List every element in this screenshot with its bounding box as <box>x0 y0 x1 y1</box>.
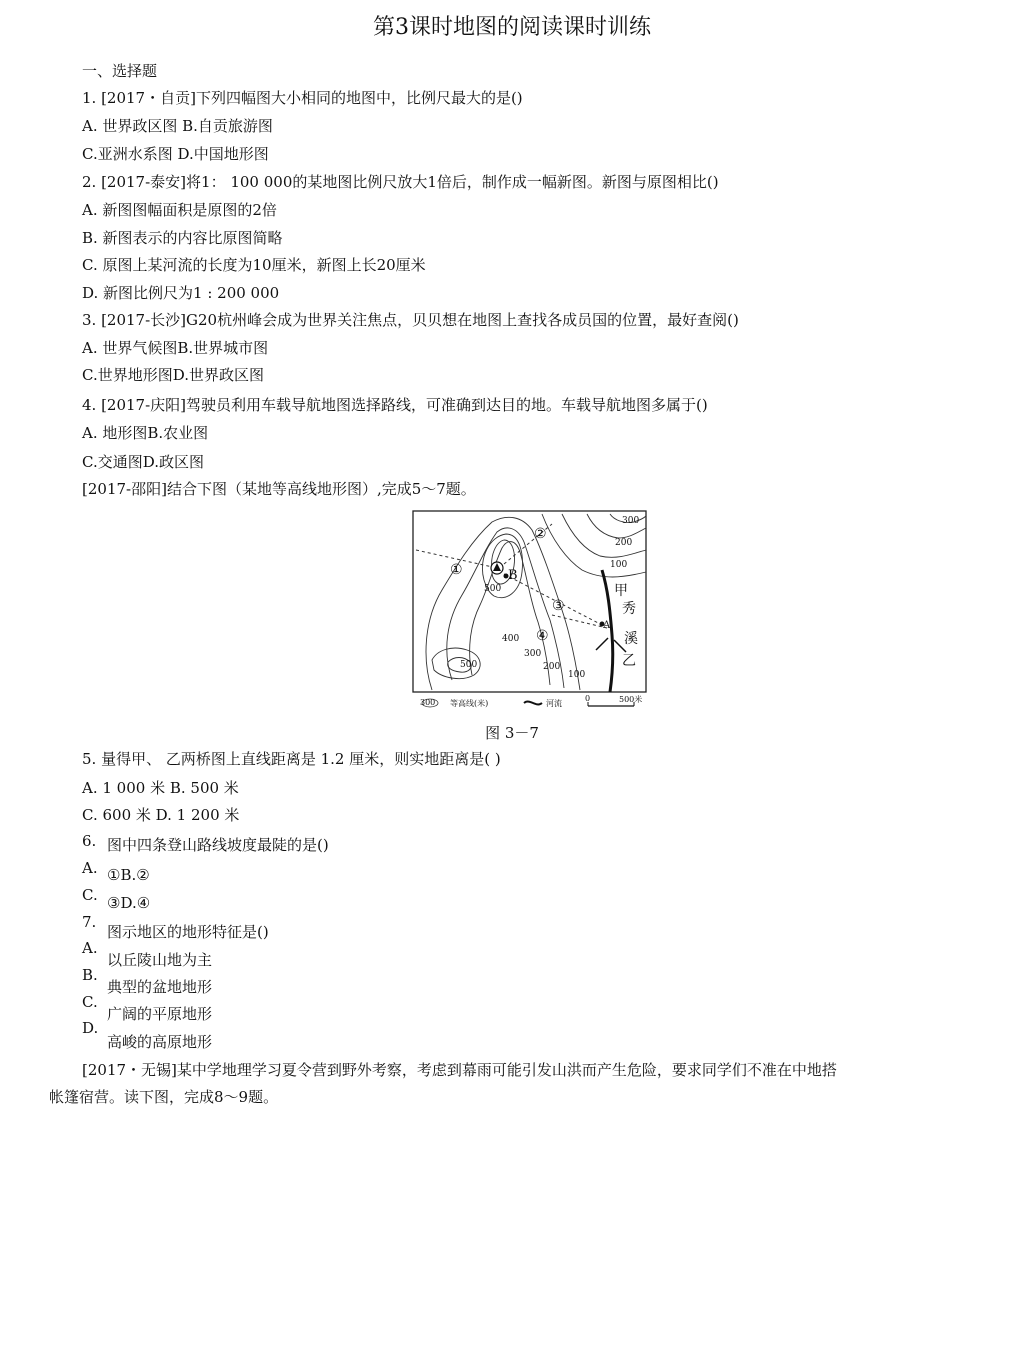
question-2-option-d: D. 新图比例尺为1 : 200 000 <box>82 284 280 302</box>
question-7-option: 广阔的平原地形 <box>107 1005 213 1023</box>
question-2-option-a: A. 新图图幅面积是原图的2倍 <box>82 201 277 219</box>
route-mark: ④ <box>536 628 549 644</box>
river-label: 溪 <box>624 631 638 647</box>
legend-river-label: 河流 <box>546 699 562 708</box>
question-6-stem: 图中四条登山路线坡度最陡的是() <box>107 836 329 854</box>
legend-scale-zero: 0 <box>585 694 591 703</box>
route-mark: ③ <box>552 598 565 614</box>
contour-label: 200 <box>543 662 561 672</box>
contour-label: 300 <box>524 649 542 659</box>
contour-label: 500 <box>460 660 478 670</box>
question-2-option-c: C. 原图上某河流的长度为10厘米，新图上长20厘米 <box>82 256 426 274</box>
route-mark: ① <box>450 562 463 578</box>
question-7-stem: 图示地区的地形特征是() <box>107 923 269 941</box>
contour-map <box>412 510 648 710</box>
page-title: 第3课时地图的阅读课时训练 <box>373 15 651 40</box>
question-7-letter: D. <box>82 1019 99 1037</box>
legend-scale-end: 500米 <box>619 695 643 704</box>
question-3-stem: 3. [2017-长沙]G20杭州峰会成为世界关注焦点，贝贝想在地图上查找各成员国的位置，最好查阅() <box>82 311 739 329</box>
question-7-letter: C. <box>82 993 98 1011</box>
questions-8-9-intro-line2: 帐篷宿营。读下图，完成8～9题。 <box>49 1088 279 1106</box>
question-2-stem: 2. [2017-泰安]将1： 100 000的某地图比例尺放大1倍后，制作成一幅新图。新图与原图相比() <box>82 173 719 191</box>
question-5-options-cd: C. 600 米 D. 1 200 米 <box>82 806 240 824</box>
contour-label: 300 <box>622 516 640 526</box>
point-a-label: A <box>603 620 611 631</box>
question-3-options-cd: C.世界地形图D.世界政区图 <box>82 366 264 384</box>
question-7-letter: B. <box>82 966 98 984</box>
question-5-stem: 5. 量得甲、 乙两桥图上直线距离是 1.2 厘米，则实地距离是( ) <box>82 750 501 768</box>
river-label: 甲 <box>614 583 628 599</box>
legend-contour-label: 等高线(米) <box>450 699 489 708</box>
question-7-letter: A. <box>82 939 98 957</box>
question-6-letter-c: C. <box>82 886 98 904</box>
route-mark: ② <box>534 526 547 542</box>
question-1-options-cd: C.亚洲水系图 D.中国地形图 <box>82 145 269 163</box>
question-6-number: 6. <box>82 832 97 850</box>
section-heading: 一、选择题 <box>82 62 158 80</box>
contour-label: 100 <box>610 560 628 570</box>
question-6-options-cd: ③D.④ <box>107 894 151 912</box>
question-4-options-cd: C.交通图D.政区图 <box>82 453 204 471</box>
question-1-stem: 1. [2017・自贡]下列四幅图大小相同的地图中，比例尺最大的是() <box>82 89 523 107</box>
contour-label: 100 <box>568 670 586 680</box>
contour-map-figure <box>412 510 648 710</box>
contour-label: 200 <box>615 538 633 548</box>
question-5-options-ab: A. 1 000 米 B. 500 米 <box>82 779 239 797</box>
question-3-options-ab: A. 世界气候图B.世界城市图 <box>82 339 269 357</box>
question-7-option: 典型的盆地地形 <box>107 978 213 996</box>
river-label: 秀 <box>622 601 636 617</box>
questions-8-9-intro-line1: [2017・无锡]某中学地理学习夏令营到野外考察，考虑到幕雨可能引发山洪而产生危险，要求同学们不准在中地搭 <box>82 1061 837 1079</box>
question-6-letter-a: A. <box>82 859 98 877</box>
question-4-options-ab: A. 地形图B.农业图 <box>82 424 209 442</box>
contour-label: 400 <box>502 634 520 644</box>
questions-5-7-intro: [2017-邵阳]结合下图（某地等高线地形图）,完成5～7题。 <box>82 480 476 498</box>
point-b-label: B <box>508 568 518 583</box>
question-7-number: 7. <box>82 913 97 931</box>
figure-caption: 图 3－7 <box>485 724 539 742</box>
question-6-options-ab: ①B.② <box>107 866 150 884</box>
river-label: 乙 <box>622 653 636 669</box>
question-1-options-ab: A. 世界政区图 B.自贡旅游图 <box>82 117 273 135</box>
legend-contour-sample: 300 <box>420 698 436 707</box>
question-7-option: 高峻的高原地形 <box>107 1033 213 1051</box>
question-2-option-b: B. 新图表示的内容比原图简略 <box>82 229 283 247</box>
contour-label: 500 <box>484 584 502 594</box>
question-4-stem: 4. [2017-庆阳]驾驶员利用车载导航地图选择路线，可准确到达目的地。车载导航地图多属于() <box>82 396 708 414</box>
question-7-option: 以丘陵山地为主 <box>107 951 213 969</box>
